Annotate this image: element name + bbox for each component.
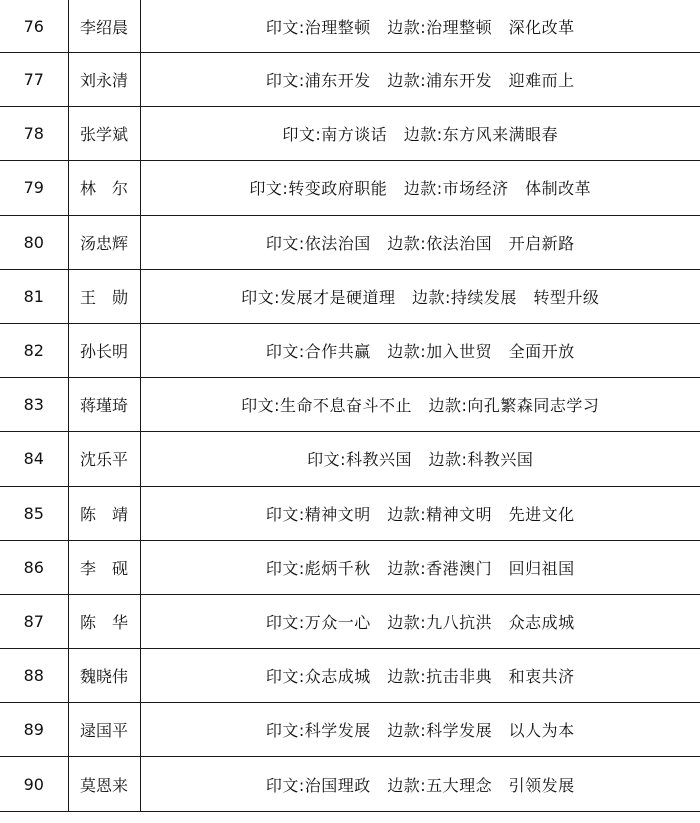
- table-row: [0, 0, 700, 53]
- artist-name: 林 尔: [68, 161, 140, 215]
- row-number: 79: [0, 161, 68, 215]
- row-number: 77: [0, 53, 68, 107]
- seal-description: 印文:万众一心 边款:九八抗洪 众志成城: [140, 594, 700, 648]
- row-number: 89: [0, 703, 68, 757]
- artist-name: 李绍晨: [68, 0, 140, 53]
- seal-description: 印文:南方谈话 边款:东方风来满眼春: [140, 107, 700, 161]
- table-row: [0, 107, 700, 161]
- row-number: 76: [0, 0, 68, 53]
- artist-name: 张学斌: [68, 107, 140, 161]
- artist-name: 逯国平: [68, 703, 140, 757]
- seal-description: 印文:精神文明 边款:精神文明 先进文化: [140, 486, 700, 540]
- seal-description: 印文:科教兴国 边款:科教兴国: [140, 432, 700, 486]
- table-row: [0, 269, 700, 323]
- table-row: [0, 594, 700, 648]
- seal-description: 印文:发展才是硬道理 边款:持续发展 转型升级: [140, 269, 700, 323]
- row-number: 82: [0, 323, 68, 377]
- artist-name: 陈 靖: [68, 486, 140, 540]
- seal-description: 印文:依法治国 边款:依法治国 开启新路: [140, 215, 700, 269]
- seal-description: 印文:生命不息奋斗不止 边款:向孔繁森同志学习: [140, 378, 700, 432]
- artist-name: 汤忠辉: [68, 215, 140, 269]
- table-row: [0, 323, 700, 377]
- artist-name: 李 砚: [68, 540, 140, 594]
- seal-description: 印文:合作共赢 边款:加入世贸 全面开放: [140, 323, 700, 377]
- row-number: 78: [0, 107, 68, 161]
- table-row: [0, 649, 700, 703]
- row-number: 81: [0, 269, 68, 323]
- artist-name: 王 勋: [68, 269, 140, 323]
- row-number: 84: [0, 432, 68, 486]
- artist-name: 沈乐平: [68, 432, 140, 486]
- table-row: [0, 161, 700, 215]
- row-number: 87: [0, 594, 68, 648]
- artist-name: 刘永清: [68, 53, 140, 107]
- artist-name: 魏晓伟: [68, 649, 140, 703]
- seal-description: 印文:治国理政 边款:五大理念 引领发展: [140, 757, 700, 811]
- seal-description: 印文:浦东开发 边款:浦东开发 迎难而上: [140, 53, 700, 107]
- artist-name: 蒋瑾琦: [68, 378, 140, 432]
- seal-description: 印文:众志成城 边款:抗击非典 和衷共济: [140, 649, 700, 703]
- table-row: [0, 215, 700, 269]
- table-row: [0, 53, 700, 107]
- row-number: 83: [0, 378, 68, 432]
- row-number: 85: [0, 486, 68, 540]
- artist-name: 孙长明: [68, 323, 140, 377]
- seal-description: 印文:转变政府职能 边款:市场经济 体制改革: [140, 161, 700, 215]
- row-number: 90: [0, 757, 68, 811]
- table-row: [0, 703, 700, 757]
- table-row: [0, 540, 700, 594]
- seal-description: 印文:治理整顿 边款:治理整顿 深化改革: [140, 0, 700, 53]
- row-number: 86: [0, 540, 68, 594]
- row-number: 88: [0, 649, 68, 703]
- row-number: 80: [0, 215, 68, 269]
- table-row: [0, 757, 700, 811]
- seal-description: 印文:彪炳千秋 边款:香港澳门 回归祖国: [140, 540, 700, 594]
- table-row: [0, 432, 700, 486]
- table-row: [0, 486, 700, 540]
- artist-name: 陈 华: [68, 594, 140, 648]
- table-row: [0, 378, 700, 432]
- artist-name: 莫恩来: [68, 757, 140, 811]
- seal-description: 印文:科学发展 边款:科学发展 以人为本: [140, 703, 700, 757]
